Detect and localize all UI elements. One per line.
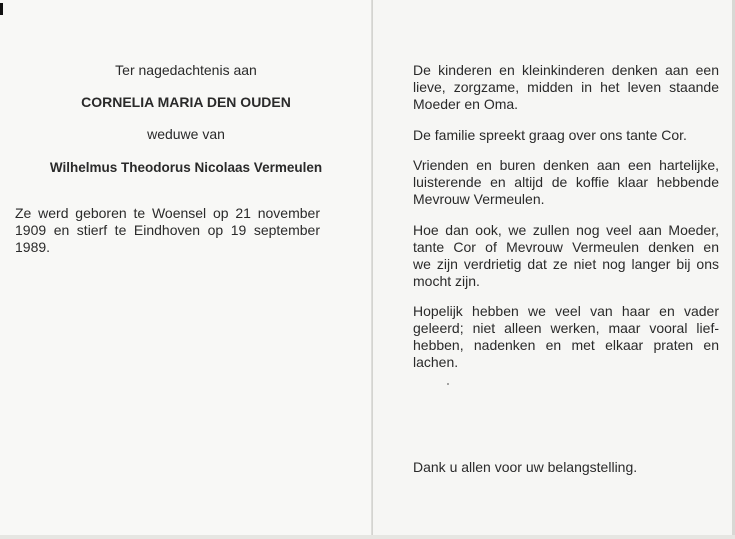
paragraph-family [413,127,719,144]
paragraph-friends [413,157,719,208]
text-line: 1989. [15,239,51,255]
text-line: Hopelijk hebben we veel van haar en vader [413,303,719,319]
spouse-name: Wilhelmus Theodorus Nicolaas Vermeulen [49,160,323,175]
corner-mark [0,3,3,15]
text-line: mocht zijn. [413,273,480,289]
text-line: 1909 en stierf te Eindhoven op 19 september [15,222,320,238]
text-line: geleerd; niet alleen werken, maar vooral lief- [413,320,719,336]
text-line: Ze werd geboren te Woensel op 21 november [15,205,320,221]
text-line: Moeder en Oma. [413,96,519,112]
text-line: Vrienden en buren denken aan een hartelijke, [413,157,719,173]
relation-text: weduwe van [147,126,225,142]
text-line: Dank u allen voor uw belangstelling. [413,459,638,475]
text-line: De kinderen en kleinkinderen denken aan een [413,62,719,78]
memorial-intro: Ter nagedachtenis aan [115,62,257,78]
paragraph-children [413,62,719,113]
closing-line [413,459,719,476]
paragraph-lessons [413,303,719,371]
paragraph-memories [413,222,719,290]
text-line: Hoe dan ook, we zullen nog veel aan Moeder, [413,222,719,238]
text-line: hebben, nadenken en met elkaar praten en [413,337,719,353]
card-edge-bottom [0,535,735,539]
text-line: luisterende en altijd de koffie klaar hebbende [413,174,719,190]
text-line: De familie spreekt graag over ons tante Cor. [413,127,687,143]
text-line: lieve, zorgzame, midden in het leven staande [413,79,719,95]
text-line: tante Cor of Mevrouw Vermeulen denken en [413,239,719,255]
deceased-name: CORNELIA MARIA DEN OUDEN [81,94,291,110]
text-line: lachen. [413,354,459,370]
biography-paragraph [15,205,320,256]
card-fold [371,0,373,539]
speck [447,383,449,385]
text-line: Mevrouw Vermeulen. [413,191,545,207]
text-line: we zijn verdrietig dat ze niet nog langer bij ons [413,256,719,272]
